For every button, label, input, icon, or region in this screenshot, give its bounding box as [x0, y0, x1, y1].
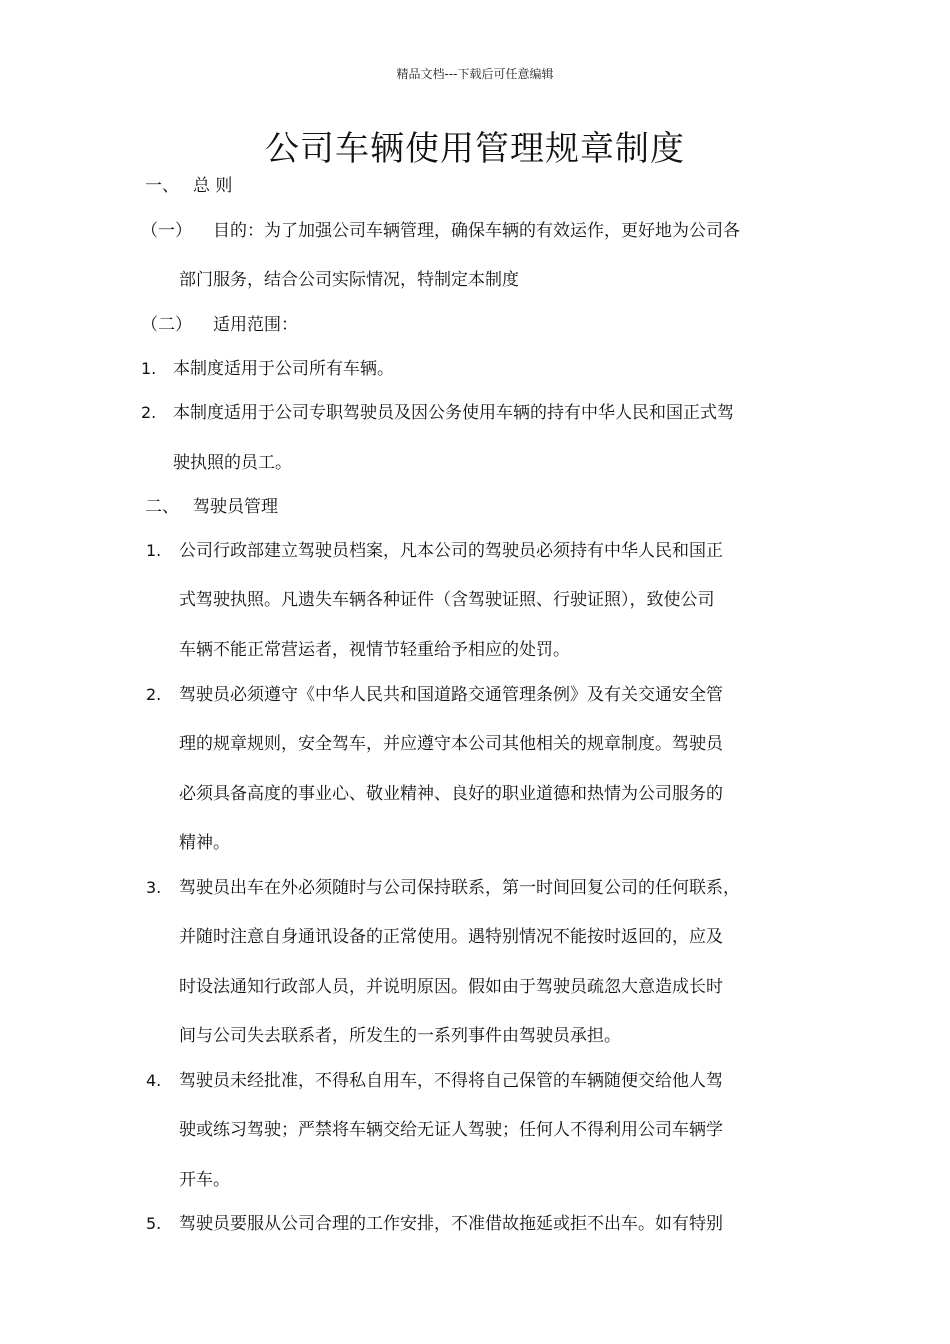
scope-item-2-line-1: 本制度适用于公司专职驾驶员及因公务使用车辆的持有中华人民和国正式驾: [173, 403, 734, 423]
driver-item-4-line-2: 驶或练习驾驶；严禁将车辆交给无证人驾驶；任何人不得利用公司车辆学: [179, 1120, 723, 1140]
section-number: 二、: [145, 497, 179, 517]
driver-item-5-line-1: 驾驶员要服从公司合理的工作安排，不准借故拖延或拒不出车。如有特别: [179, 1214, 723, 1234]
driver-item-3-line-2: 并随时注意自身通讯设备的正常使用。遇特别情况不能按时返回的，应及: [179, 927, 723, 947]
driver-item-3-number: 3.: [146, 878, 162, 897]
scope-item-2-number: 2.: [141, 403, 157, 422]
driver-item-1-line-1: 公司行政部建立驾驶员档案，凡本公司的驾驶员必须持有中华人民和国正: [179, 541, 723, 561]
driver-item-1-line-3: 车辆不能正常营运者，视情节轻重给予相应的处罚。: [179, 640, 570, 660]
driver-item-1-line-2: 式驾驶执照。凡遗失车辆各种证件（含驾驶证照、行驶证照），致使公司: [179, 590, 715, 610]
driver-item-3-line-1: 驾驶员出车在外必须随时与公司保持联系，第一时间回复公司的任何联系，: [179, 878, 740, 898]
section-title: 驾驶员管理: [193, 497, 278, 517]
driver-item-2-line-4: 精神。: [179, 833, 230, 853]
purpose-line-1: 目的：为了加强公司车辆管理，确保车辆的有效运作，更好地为公司各: [213, 221, 740, 241]
scope-item-2-line-2: 驶执照的员工。: [173, 453, 292, 473]
driver-item-1-number: 1.: [146, 541, 162, 560]
section-title: 总 则: [193, 176, 233, 196]
driver-item-2-line-1: 驾驶员必须遵守《中华人民共和国道路交通管理条例》及有关交通安全管: [179, 685, 723, 705]
document-title: 公司车辆使用管理规章制度: [265, 129, 685, 169]
scope-title: 适用范围：: [213, 315, 298, 335]
purpose-marker: （一）: [141, 221, 192, 241]
scope-item-1-line-1: 本制度适用于公司所有车辆。: [173, 359, 394, 379]
purpose-line-2: 部门服务，结合公司实际情况，特制定本制度: [179, 270, 519, 290]
section-heading-driver-management: [145, 495, 278, 519]
driver-item-2-line-2: 理的规章规则，安全驾车，并应遵守本公司其他相关的规章制度。驾驶员: [179, 734, 723, 754]
driver-item-4-number: 4.: [146, 1071, 162, 1090]
driver-item-3-line-3: 时设法通知行政部人员，并说明原因。假如由于驾驶员疏忽大意造成长时: [179, 977, 723, 997]
section-number: 一、: [145, 176, 179, 196]
driver-item-3-line-4: 间与公司失去联系者，所发生的一系列事件由驾驶员承担。: [179, 1026, 621, 1046]
scope-marker: （二）: [141, 315, 192, 335]
driver-item-2-line-3: 必须具备高度的事业心、敬业精神、良好的职业道德和热情为公司服务的: [179, 784, 723, 804]
driver-item-4-line-3: 开车。: [179, 1170, 230, 1190]
page-header-watermark: 精品文档---下载后可任意编辑: [396, 67, 554, 81]
section-heading-general: [145, 174, 232, 198]
driver-item-5-number: 5.: [146, 1214, 162, 1233]
driver-item-2-number: 2.: [146, 685, 162, 704]
scope-item-1-number: 1.: [141, 359, 157, 378]
driver-item-4-line-1: 驾驶员未经批准，不得私自用车，不得将自己保管的车辆随便交给他人驾: [179, 1071, 723, 1091]
